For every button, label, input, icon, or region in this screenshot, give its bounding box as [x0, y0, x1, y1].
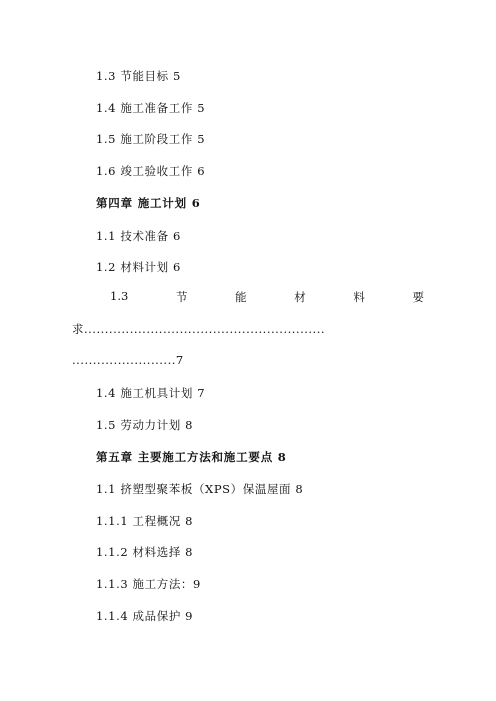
toc-entry-justified — [110, 289, 424, 305]
toc-entry: 1.1.3 施工方法：9 — [96, 577, 201, 591]
toc-entry: 1.4 施工准备工作 5 — [96, 101, 206, 115]
spread-char: 要 — [412, 290, 424, 304]
toc-entry: 1.2 材料计划 6 — [96, 260, 181, 274]
toc-entry: 1.5 施工阶段工作 5 — [96, 132, 206, 146]
spread-number: 1.3 — [110, 289, 129, 303]
toc-entry: 1.1 技术准备 6 — [96, 229, 181, 243]
toc-entry: 1.5 劳动力计划 8 — [96, 418, 194, 432]
spread-char: 料 — [353, 290, 365, 304]
toc-leader-line: 求.......................................................... — [72, 322, 326, 336]
toc-entry: 1.6 竣工验收工作 6 — [96, 164, 206, 178]
spread-char: 节 — [175, 290, 188, 304]
toc-entry: 1.1.2 材料选择 8 — [96, 545, 194, 559]
chapter-heading: 第五章 主要施工方法和施工要点 8 — [96, 450, 287, 464]
chapter-heading: 第四章 施工计划 6 — [96, 196, 201, 210]
toc-entry: 1.1.1 工程概况 8 — [96, 514, 194, 528]
spread-char: 材 — [294, 290, 306, 304]
toc-entry: 1.1 挤塑型聚苯板（XPS）保温屋面 8 — [96, 482, 304, 496]
toc-leader-line: .........................7 — [72, 353, 184, 367]
toc-entry: 1.1.4 成品保护 9 — [96, 609, 194, 623]
toc-entry: 1.4 施工机具计划 7 — [96, 386, 206, 400]
toc-entry: 1.3 节能目标 5 — [96, 69, 181, 83]
spread-char: 能 — [235, 290, 247, 304]
